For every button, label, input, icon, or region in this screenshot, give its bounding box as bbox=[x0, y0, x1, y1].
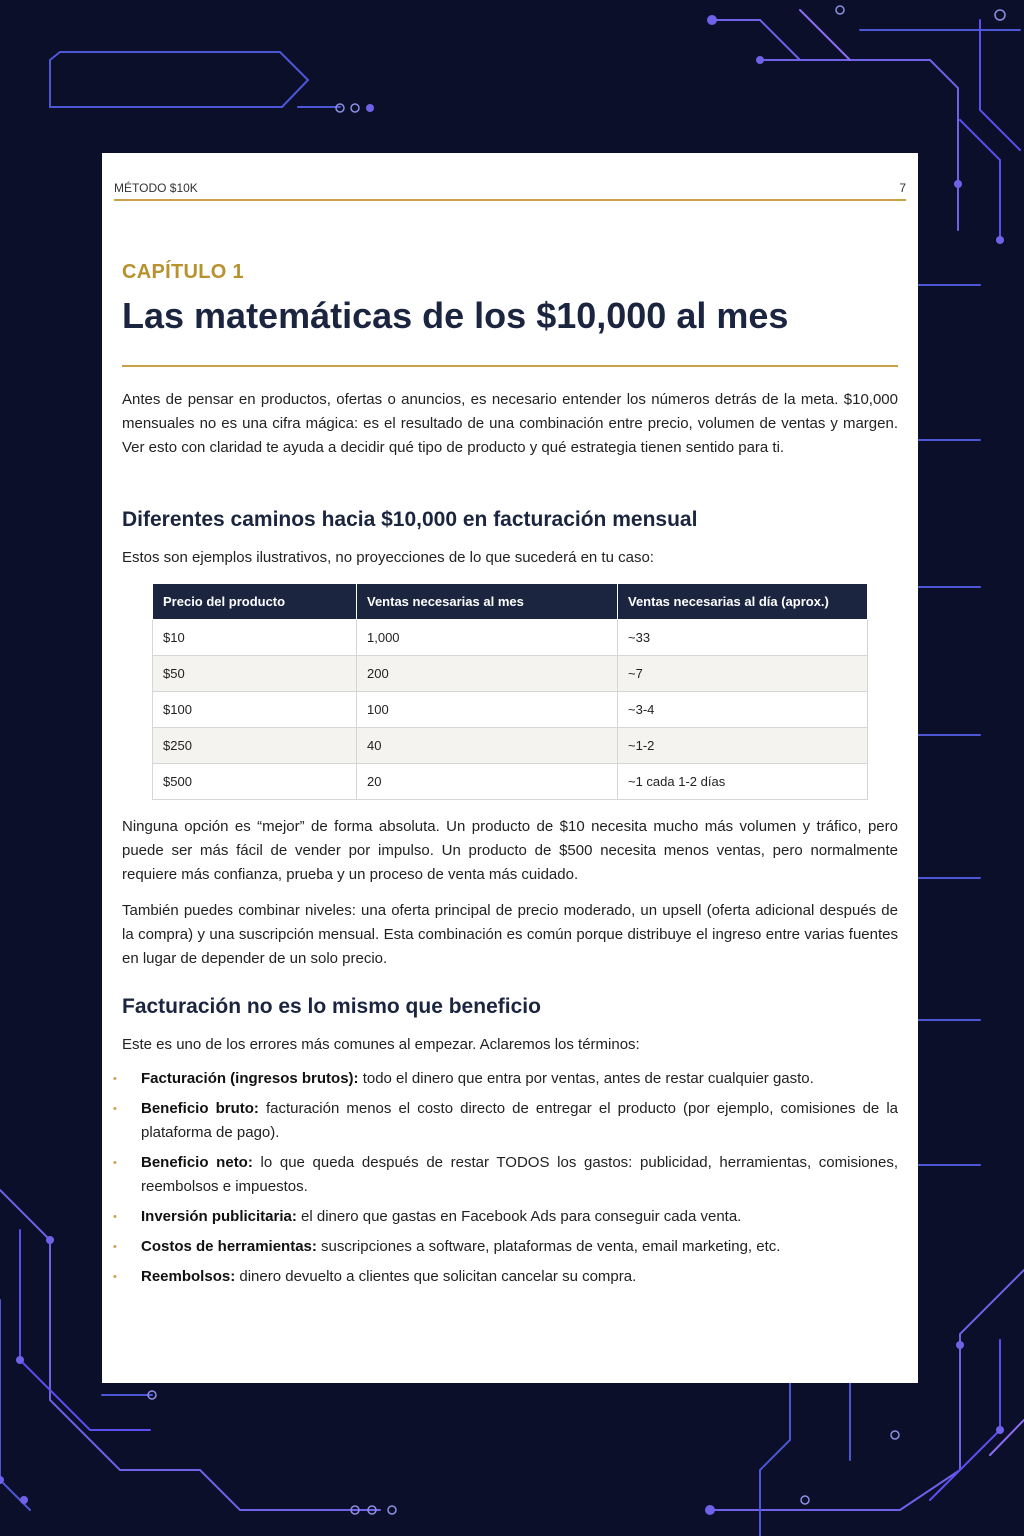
table-cell: ~1 cada 1-2 días bbox=[618, 764, 868, 800]
list-item bbox=[113, 1151, 898, 1199]
title-divider bbox=[122, 365, 898, 367]
term-description: suscripciones a software, plataformas de venta, email marketing, etc. bbox=[316, 1238, 781, 1255]
bullet-icon: • bbox=[113, 1157, 117, 1169]
table-cell: $50 bbox=[153, 656, 357, 692]
table-row bbox=[153, 728, 868, 764]
table-cell: 40 bbox=[357, 728, 618, 764]
bullet-icon: • bbox=[113, 1073, 117, 1085]
table-header-cell: Ventas necesarias al mes bbox=[357, 584, 618, 620]
table-cell: 1,000 bbox=[357, 620, 618, 656]
table-row bbox=[153, 764, 868, 800]
table-row bbox=[153, 656, 868, 692]
chapter-title: Las matemáticas de los $10,000 al mes bbox=[122, 295, 789, 336]
term-label: Reembolsos: bbox=[141, 1268, 236, 1285]
running-header bbox=[114, 181, 906, 201]
term-label: Inversión publicitaria: bbox=[141, 1208, 297, 1225]
table-row bbox=[153, 620, 868, 656]
bullet-icon: • bbox=[113, 1211, 117, 1223]
table-cell: $250 bbox=[153, 728, 357, 764]
term-label: Costos de herramientas: bbox=[141, 1238, 317, 1255]
term-label: Beneficio bruto: bbox=[141, 1100, 259, 1117]
term-description: lo que queda después de restar TODOS los gastos: publicidad, herramientas, comisiones, reembolsos e impuestos. bbox=[141, 1154, 898, 1195]
term-label: Beneficio neto: bbox=[141, 1154, 253, 1171]
chapter-label: CAPÍTULO 1 bbox=[122, 261, 244, 283]
term-description: facturación menos el costo directo de entregar el producto (por ejemplo, comisiones de la plataforma de pago). bbox=[141, 1100, 898, 1141]
price-volume-table bbox=[152, 583, 868, 800]
combine-paragraph: También puedes combinar niveles: una oferta principal de precio moderado, un upsell (oferta adicional después de la compra) y una suscripción mensual. Esta combinación es común porque distribuye el ingreso entre varias fuentes en lugar de depender de un solo precio. bbox=[122, 902, 898, 967]
section-heading-profit: Facturación no es lo mismo que beneficio bbox=[122, 995, 541, 1018]
list-item bbox=[113, 1265, 898, 1289]
term-description: todo el dinero que entra por ventas, antes de restar cualquier gasto. bbox=[358, 1070, 814, 1087]
page-number: 7 bbox=[899, 181, 906, 195]
intro-paragraph: Antes de pensar en productos, ofertas o anuncios, es necesario entender los números detrás de la meta. $10,000 mensuales no es una cifra mágica: es el resultado de una combinación entre precio, volumen de ventas y margen. Ver esto con claridad te ayuda a decidir qué tipo de producto y qué estrategia tienen sentido para ti. bbox=[122, 391, 898, 456]
list-item bbox=[113, 1097, 898, 1145]
term-label: Facturación (ingresos brutos): bbox=[141, 1070, 359, 1087]
section-lead-paths: Estos son ejemplos ilustrativos, no proyecciones de lo que sucederá en tu caso: bbox=[122, 549, 654, 566]
table-cell: ~33 bbox=[618, 620, 868, 656]
document-page bbox=[102, 153, 918, 1383]
table-header-row bbox=[153, 584, 868, 620]
table-header-cell: Precio del producto bbox=[153, 584, 357, 620]
table-cell: 20 bbox=[357, 764, 618, 800]
table-cell: ~1-2 bbox=[618, 728, 868, 764]
header-brand: MÉTODO $10K bbox=[114, 181, 198, 195]
list-item bbox=[113, 1205, 898, 1229]
bullet-icon: • bbox=[113, 1271, 117, 1283]
terms-list bbox=[113, 1067, 898, 1295]
table-cell: ~3-4 bbox=[618, 692, 868, 728]
table-cell: $500 bbox=[153, 764, 357, 800]
bullet-icon: • bbox=[113, 1103, 117, 1115]
table-row bbox=[153, 692, 868, 728]
table-cell: 100 bbox=[357, 692, 618, 728]
term-description: el dinero que gastas en Facebook Ads para conseguir cada venta. bbox=[296, 1208, 742, 1225]
term-description: dinero devuelto a clientes que solicitan cancelar su compra. bbox=[235, 1268, 637, 1285]
list-item bbox=[113, 1067, 898, 1091]
table-cell: ~7 bbox=[618, 656, 868, 692]
table-cell: $10 bbox=[153, 620, 357, 656]
table-cell: $100 bbox=[153, 692, 357, 728]
section-lead-profit: Este es uno de los errores más comunes al empezar. Aclaremos los términos: bbox=[122, 1036, 640, 1053]
table-cell: 200 bbox=[357, 656, 618, 692]
list-item bbox=[113, 1235, 898, 1259]
bullet-icon: • bbox=[113, 1241, 117, 1253]
section-heading-paths: Diferentes caminos hacia $10,000 en facturación mensual bbox=[122, 508, 698, 531]
table-header-cell: Ventas necesarias al día (aprox.) bbox=[618, 584, 868, 620]
options-paragraph: Ninguna opción es “mejor” de forma absoluta. Un producto de $10 necesita mucho más volumen y tráfico, pero puede ser más fácil de vender por impulso. Un producto de $500 necesita menos ventas, pero normalmente requiere más confianza, prueba y un proceso de venta más cuidado. bbox=[122, 818, 898, 883]
